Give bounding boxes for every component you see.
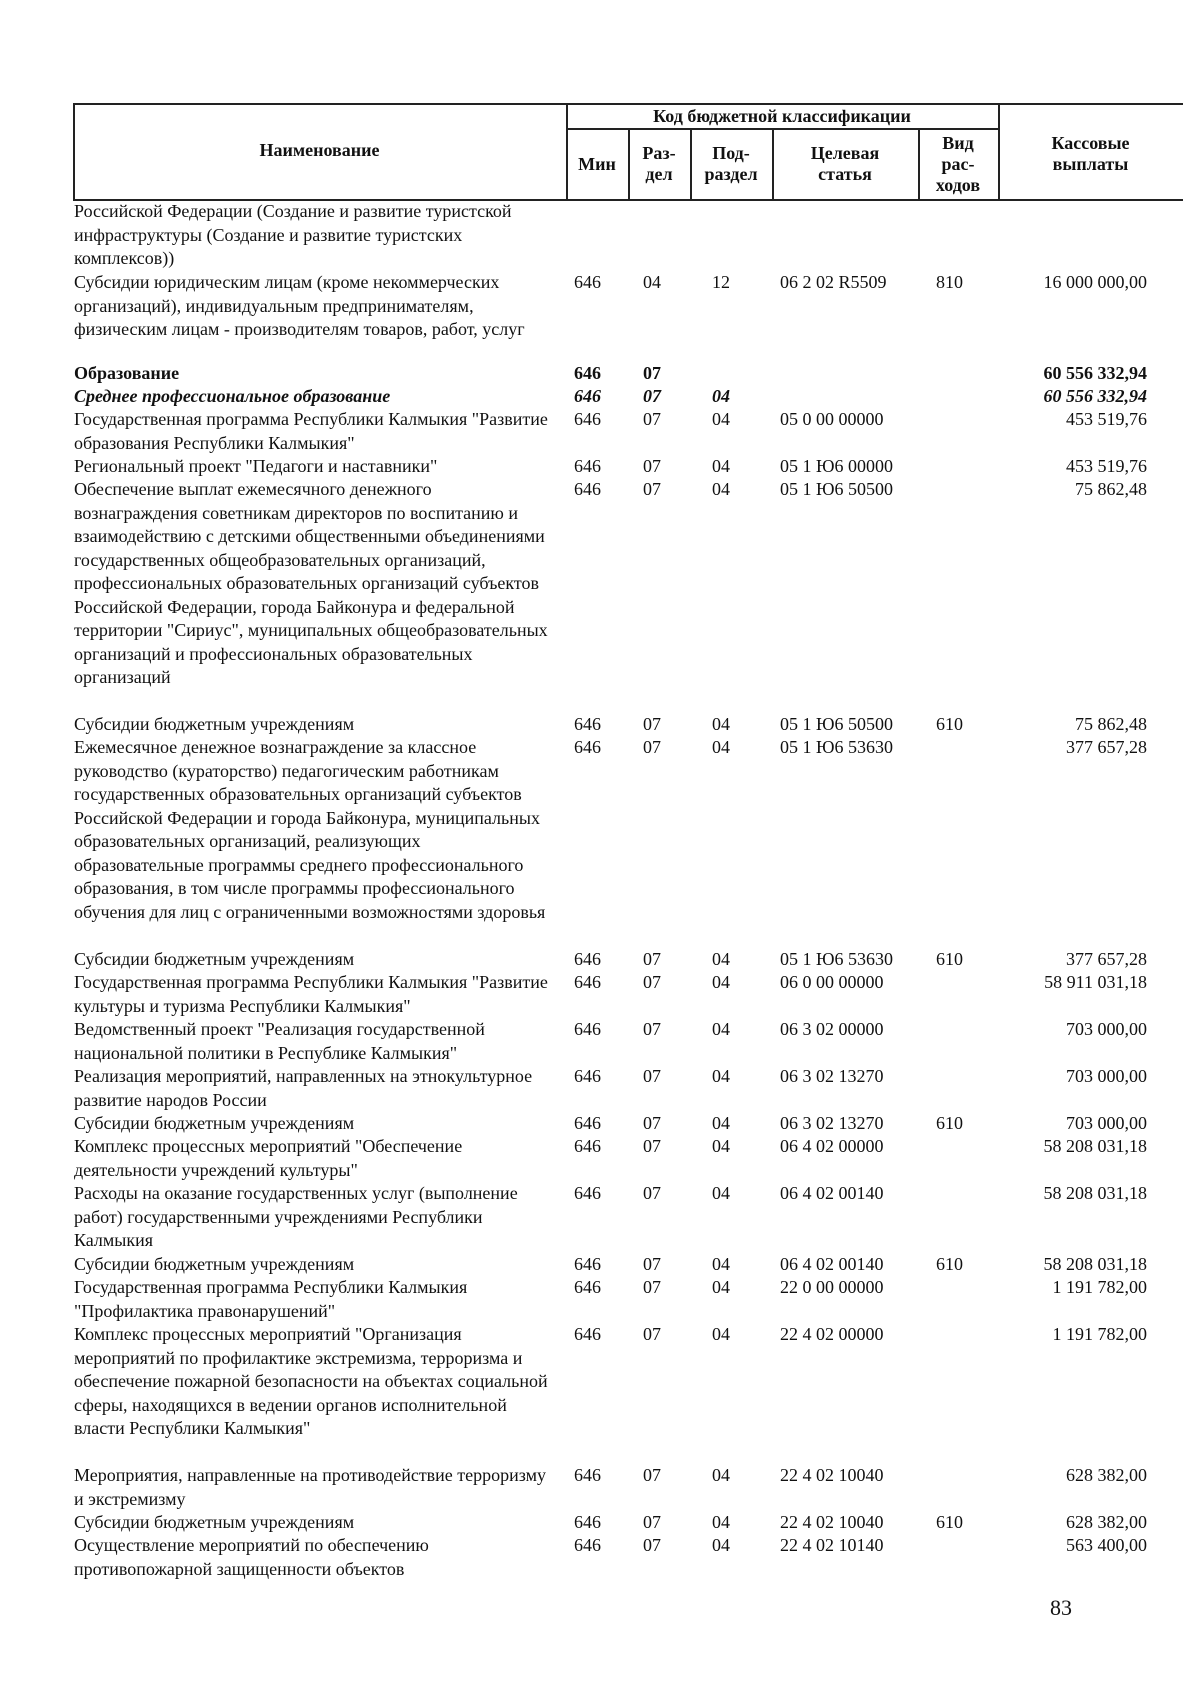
row-amount: 75 862,48 (1075, 479, 1147, 499)
row-amount: 60 556 332,94 (1043, 386, 1147, 406)
row-celevaya: 22 4 02 10140 (780, 1535, 884, 1555)
row-min: 646 (574, 1512, 601, 1532)
header-kod-group: Код бюджетной классификации (653, 106, 911, 126)
row-vid: 610 (936, 1512, 963, 1532)
row-podrazdel: 12 (712, 272, 730, 292)
row-razdel: 07 (643, 714, 661, 734)
row-razdel: 07 (643, 1019, 661, 1039)
row-min: 646 (574, 386, 601, 406)
row-razdel: 07 (643, 1277, 661, 1297)
row-min: 646 (574, 1254, 601, 1274)
row-podrazdel: 04 (712, 1277, 730, 1297)
header-min: Мин (578, 154, 616, 174)
row-name: Субсидии бюджетным учреждениям (74, 949, 355, 969)
row-celevaya: 05 0 00 00000 (780, 409, 884, 429)
row-name: Государственная программа Республики Калмыкия "Профилактика правонарушений" (74, 1277, 468, 1321)
row-razdel: 07 (643, 479, 661, 499)
row-name: Государственная программа Республики Калмыкия "Развитие культуры и туризма Республики Калмыкия" (74, 972, 548, 1016)
row-celevaya: 22 0 00 00000 (780, 1277, 884, 1297)
row-amount: 628 382,00 (1066, 1465, 1147, 1485)
row-min: 646 (574, 272, 601, 292)
row-name: Государственная программа Республики Калмыкия "Развитие образования Республики Калмыкия" (74, 409, 548, 453)
row-name: Субсидии бюджетным учреждениям (74, 1512, 355, 1532)
row-celevaya: 06 3 02 13270 (780, 1113, 884, 1133)
row-razdel: 07 (643, 1465, 661, 1485)
row-podrazdel: 04 (712, 1254, 730, 1274)
row-razdel: 07 (643, 386, 661, 406)
row-name: Ежемесячное денежное вознаграждение за классное руководство (кураторство) педагогическим работникам государственных образовательных организаций субъектов Российской Федерации и города Байконура, муниципальных образовательных организаций, реализующих образовательные программы среднего профессионального образования, в том числе программы профессионального обучения для лиц с ограниченными возможностями здоровья (74, 737, 546, 922)
row-razdel: 07 (643, 1254, 661, 1274)
row-podrazdel: 04 (712, 409, 730, 429)
row-name: Субсидии бюджетным учреждениям (74, 1113, 355, 1133)
row-min: 646 (574, 1113, 601, 1133)
row-podrazdel: 04 (712, 1183, 730, 1203)
row-amount: 377 657,28 (1066, 949, 1147, 969)
row-razdel: 07 (643, 1535, 661, 1555)
row-podrazdel: 04 (712, 479, 730, 499)
header-naimenovanie: Наименование (259, 140, 380, 160)
row-amount: 377 657,28 (1066, 737, 1147, 757)
row-amount: 58 911 031,18 (1044, 972, 1147, 992)
row-podrazdel: 04 (712, 1324, 730, 1344)
row-min: 646 (574, 949, 601, 969)
row-name: Субсидии бюджетным учреждениям (74, 714, 355, 734)
header-razdel: Раз- дел (642, 143, 676, 184)
row-name: Ведомственный проект "Реализация государственной национальной политики в Республике Калмыкия" (74, 1019, 485, 1063)
row-vid: 810 (936, 272, 963, 292)
row-celevaya: 05 1 Ю6 00000 (780, 456, 894, 476)
row-vid: 610 (936, 949, 963, 969)
row-name: Обеспечение выплат ежемесячного денежного вознаграждения советникам директоров по воспитанию и взаимодействию с детскими общественными объединениями государственных общеобразовательных организаций, профессиональных образовательных организаций субъектов Российской Федерации, города Байконура и федеральной территории "Сириус", муниципальных общеобразовательных организаций и профессиональных образовательных организаций (74, 479, 548, 687)
header-vid: Вид рас- ходов (935, 133, 981, 195)
row-min: 646 (574, 1465, 601, 1485)
row-celevaya: 05 1 Ю6 50500 (780, 714, 894, 734)
row-min: 646 (574, 714, 601, 734)
row-podrazdel: 04 (712, 456, 730, 476)
row-celevaya: 05 1 Ю6 50500 (780, 479, 894, 499)
row-min: 646 (574, 479, 601, 499)
row-podrazdel: 04 (712, 1535, 730, 1555)
row-amount: 58 208 031,18 (1043, 1136, 1147, 1156)
row-razdel: 07 (643, 456, 661, 476)
row-min: 646 (574, 1136, 601, 1156)
row-amount: 703 000,00 (1066, 1113, 1147, 1133)
row-celevaya: 06 3 02 13270 (780, 1066, 884, 1086)
row-podrazdel: 04 (712, 386, 730, 406)
row-razdel: 07 (643, 409, 661, 429)
header-kassovye: Кассовые выплаты (1051, 133, 1130, 174)
row-min: 646 (574, 1535, 601, 1555)
row-celevaya: 06 0 00 00000 (780, 972, 884, 992)
row-min: 646 (574, 1324, 601, 1344)
row-name: Расходы на оказание государственных услуг (выполнение работ) государственными учреждениями Республики Калмыкия (74, 1183, 518, 1250)
row-amount: 1 191 782,00 (1052, 1277, 1147, 1297)
row-amount: 453 519,76 (1066, 409, 1147, 429)
row-celevaya: 22 4 02 00000 (780, 1324, 884, 1344)
row-name: Российской Федерации (Создание и развитие туристской инфраструктуры (Создание и развитие туристских комплексов)) (74, 201, 512, 268)
row-razdel: 07 (643, 949, 661, 969)
row-amount: 16 000 000,00 (1043, 272, 1147, 292)
row-name: Осуществление мероприятий по обеспечению противопожарной защищенности объектов (74, 1535, 429, 1579)
row-amount: 563 400,00 (1066, 1535, 1147, 1555)
row-amount: 58 208 031,18 (1043, 1254, 1147, 1274)
row-name: Субсидии бюджетным учреждениям (74, 1254, 355, 1274)
row-podrazdel: 04 (712, 1019, 730, 1039)
row-amount: 703 000,00 (1066, 1066, 1147, 1086)
row-razdel: 04 (643, 272, 661, 292)
row-min: 646 (574, 972, 601, 992)
row-min: 646 (574, 1019, 601, 1039)
row-podrazdel: 04 (712, 1512, 730, 1532)
row-name: Комплекс процессных мероприятий "Обеспечение деятельности учреждений культуры" (74, 1136, 463, 1180)
row-razdel: 07 (643, 972, 661, 992)
row-razdel: 07 (643, 1512, 661, 1532)
row-min: 646 (574, 456, 601, 476)
row-name: Реализация мероприятий, направленных на этнокультурное развитие народов России (74, 1066, 533, 1110)
row-celevaya: 06 4 02 00000 (780, 1136, 884, 1156)
row-razdel: 07 (643, 363, 661, 383)
row-podrazdel: 04 (712, 714, 730, 734)
row-podrazdel: 04 (712, 1113, 730, 1133)
row-podrazdel: 04 (712, 972, 730, 992)
row-razdel: 07 (643, 1113, 661, 1133)
row-amount: 58 208 031,18 (1043, 1183, 1147, 1203)
row-celevaya: 05 1 Ю6 53630 (780, 737, 894, 757)
header-subrule (566, 128, 998, 130)
row-amount: 1 191 782,00 (1052, 1324, 1147, 1344)
row-vid: 610 (936, 714, 963, 734)
row-min: 646 (574, 1277, 601, 1297)
row-razdel: 07 (643, 1136, 661, 1156)
row-podrazdel: 04 (712, 1465, 730, 1485)
row-razdel: 07 (643, 1324, 661, 1344)
row-amount: 60 556 332,94 (1043, 363, 1147, 383)
row-name: Комплекс процессных мероприятий "Организация мероприятий по профилактике экстремизма, терроризма и обеспечение пожарной безопасности на объектах социальной сферы, находящихся в ведении органов исполнительной власти Республики Калмыкия" (74, 1324, 548, 1438)
row-min: 646 (574, 737, 601, 757)
row-amount: 453 519,76 (1066, 456, 1147, 476)
row-min: 646 (574, 1066, 601, 1086)
row-celevaya: 06 4 02 00140 (780, 1254, 884, 1274)
row-celevaya: 05 1 Ю6 53630 (780, 949, 894, 969)
row-name: Мероприятия, направленные на противодействие терроризму и экстремизму (74, 1465, 547, 1509)
row-name: Региональный проект "Педагоги и наставники" (74, 456, 438, 476)
header-podrazdel: Под- раздел (704, 143, 758, 184)
row-min: 646 (574, 1183, 601, 1203)
row-min: 646 (574, 409, 601, 429)
row-podrazdel: 04 (712, 1136, 730, 1156)
row-name: Субсидии юридическим лицам (кроме некоммерческих организаций), индивидуальным предпринимателям, физическим лицам - производителям товаров, работ, услуг (74, 272, 525, 339)
row-vid: 610 (936, 1113, 963, 1133)
row-razdel: 07 (643, 737, 661, 757)
row-podrazdel: 04 (712, 949, 730, 969)
row-min: 646 (574, 363, 601, 383)
row-name: Образование (74, 363, 180, 383)
row-podrazdel: 04 (712, 1066, 730, 1086)
row-celevaya: 22 4 02 10040 (780, 1512, 884, 1532)
row-celevaya: 06 3 02 00000 (780, 1019, 884, 1039)
row-celevaya: 22 4 02 10040 (780, 1465, 884, 1485)
row-podrazdel: 04 (712, 737, 730, 757)
page-number: 83 (1050, 1595, 1072, 1620)
row-amount: 75 862,48 (1075, 714, 1147, 734)
row-amount: 703 000,00 (1066, 1019, 1147, 1039)
row-name: Среднее профессиональное образование (74, 386, 391, 406)
row-razdel: 07 (643, 1066, 661, 1086)
header-top-rule (73, 103, 1183, 105)
row-celevaya: 06 4 02 00140 (780, 1183, 884, 1203)
header-celevaya: Целевая статья (810, 143, 880, 184)
row-celevaya: 06 2 02 R5509 (780, 272, 887, 292)
row-vid: 610 (936, 1254, 963, 1274)
row-amount: 628 382,00 (1066, 1512, 1147, 1532)
row-razdel: 07 (643, 1183, 661, 1203)
